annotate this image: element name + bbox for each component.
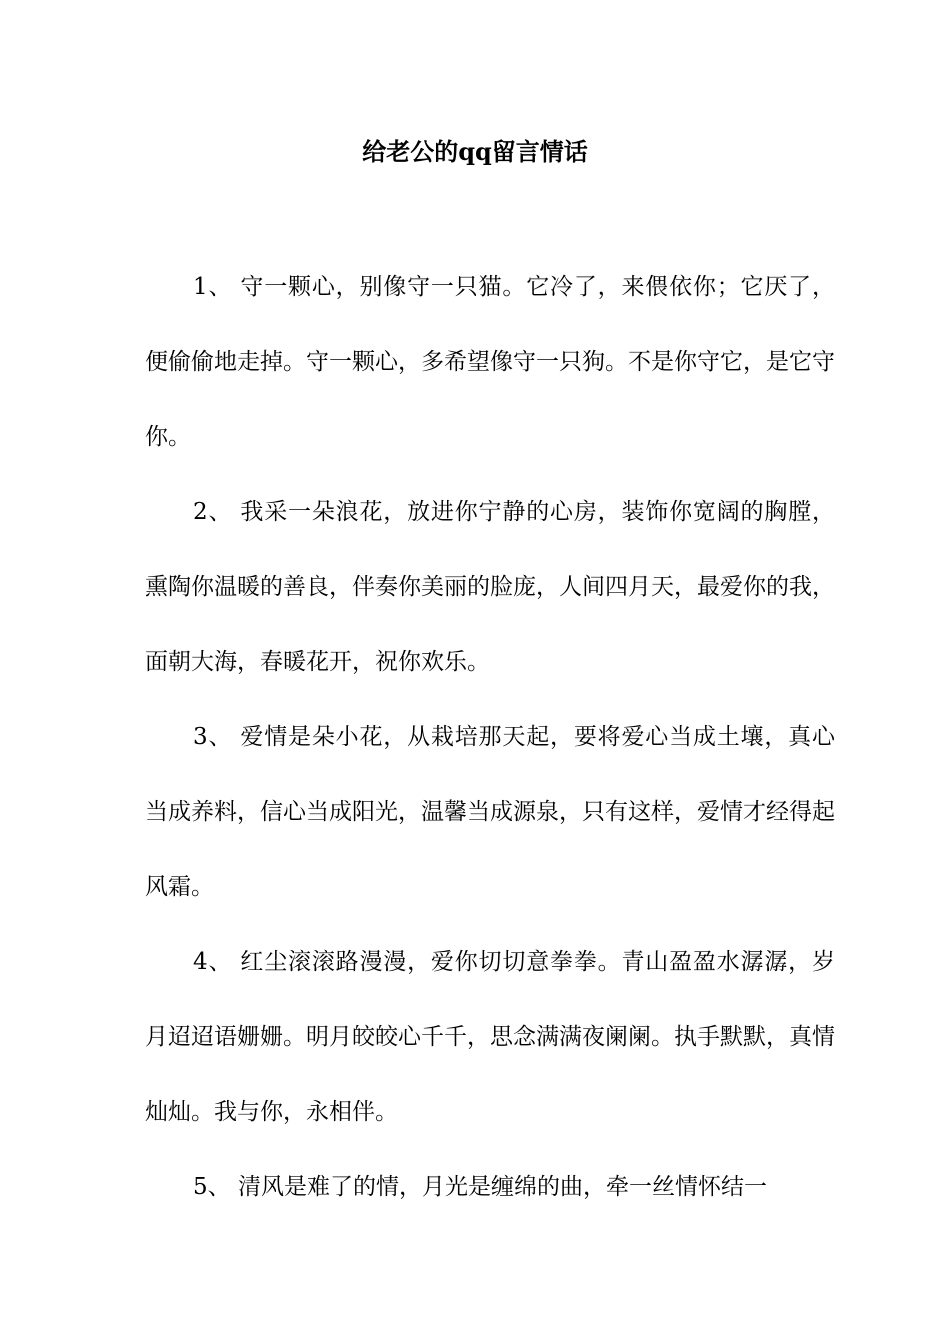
paragraph-4: 4、 红尘滚滚路漫漫，爱你切切意拳拳。青山盈盈水潺潺，岁月迢迢语姗姗。明月皎皎心千千，思念满满夜阑阑。执手默默，真情灿灿。我与你，永相伴。 xyxy=(145,949,835,1125)
paragraph-1: 1、 守一颗心，别像守一只猫。它冷了，来偎依你；它厌了，便偷偷地走掉。守一颗心，多希望像守一只狗。不是你守它，是它守你。 xyxy=(145,274,835,450)
document-title: 给老公的qq留言情话 xyxy=(362,137,588,166)
document-body xyxy=(145,250,835,1225)
paragraph-2: 2、 我采一朵浪花，放进你宁静的心房，装饰你宽阔的胸膛，熏陶你温暖的善良，伴奏你美丽的脸庞，人间四月天，最爱你的我，面朝大海，春暖花开，祝你欢乐。 xyxy=(145,499,835,675)
paragraph-3: 3、 爱情是朵小花，从栽培那天起，要将爱心当成土壤，真心当成养料，信心当成阳光，温馨当成源泉，只有这样，爱情才经得起风霜。 xyxy=(145,724,835,900)
paragraph-5: 5、 清风是难了的情，月光是缠绵的曲，牵一丝情怀结一 xyxy=(193,1174,767,1200)
